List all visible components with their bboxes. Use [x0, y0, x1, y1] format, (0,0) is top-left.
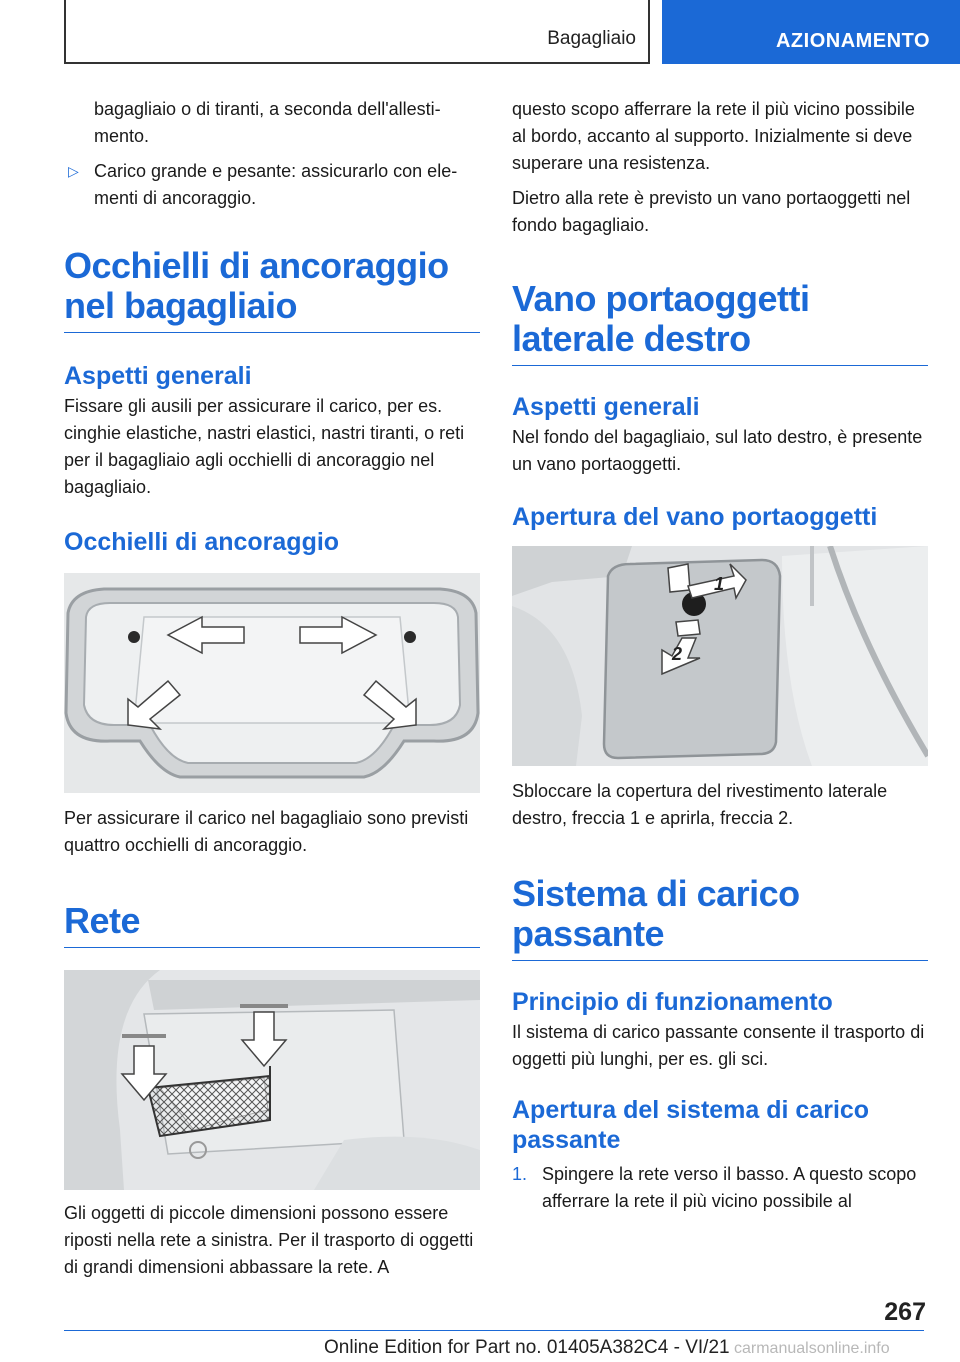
bullet-item: [64, 158, 480, 212]
subheading-principle: Principio di funzionamento: [512, 988, 833, 1016]
eyelets-illustration: [64, 573, 480, 793]
subheading-general: Aspetti generali: [64, 362, 252, 390]
subheading-eyelets: Occhielli di ancoraggio: [64, 528, 340, 556]
arrow-1-label: 1: [714, 574, 725, 594]
heading-through-loading: Sistema di carico passante: [512, 874, 928, 961]
step-1-number: 1.: [512, 1164, 528, 1184]
left-column: [64, 96, 480, 1281]
general-text: Fissare gli ausili per assicurare il carico, per es. cinghie elastiche, nastri elastici, nastri tiranti, o reti per il bagagliaio agli occhielli di ancoraggio nel bagagliaio.: [64, 396, 465, 497]
step-1: [512, 1161, 928, 1215]
right-continued-text: questo scopo afferrare la rete il più vicino possibile al bordo, accanto al supporto. Inizialmente si deve superare una resistenza.: [512, 99, 915, 173]
watermark: carmanualsonline.info: [734, 1340, 890, 1357]
triangle-bullet-icon: ▷: [68, 163, 79, 179]
footer-edition: Online Edition for Part no. 01405A382C4 - VI/21: [324, 1337, 730, 1358]
subheading-right-general: Aspetti generali: [512, 393, 700, 421]
side-compartment-text: Nel fondo del bagagliaio, sul lato destro, è presente un vano portaoggetti.: [512, 427, 923, 474]
right-column: [512, 96, 928, 1215]
eyelets-caption: Per assicurare il carico nel bagagliaio sono previsti quattro occhielli di ancoraggio.: [64, 808, 469, 855]
header-chapter-tab: [662, 0, 960, 64]
net-illustration: [64, 970, 480, 1190]
header-section-box: [64, 0, 650, 64]
opening-caption: Sbloccare la copertura del rivestimento laterale destro, freccia 1 e aprirla, freccia 2.: [512, 781, 888, 828]
continued-text: bagagliaio o di tiranti, a seconda dell'allestimento.: [94, 99, 441, 146]
heading-eyelets: Occhielli di ancoraggio nel bagagliaio: [64, 246, 480, 333]
heading-net: Rete: [64, 901, 480, 948]
arrow-2-label: 2: [672, 644, 683, 664]
header-chapter-title: AZIONAMENTO: [775, 30, 930, 52]
header-section-title: Bagagliaio: [547, 28, 636, 49]
heading-side-compartment: Vano portaoggetti laterale destro: [512, 279, 928, 366]
page-number: 267: [884, 1298, 926, 1326]
storage-text: Dietro alla rete è previsto un vano portaoggetti nel fondo bagagliaio.: [512, 188, 911, 235]
principle-text: Il sistema di carico passante consente il trasporto di oggetti più lunghi, per es. gli sci.: [512, 1022, 925, 1069]
bullet-text: Carico grande e pesante: assicurarlo con elementi di ancoraggio.: [94, 161, 458, 208]
subheading-opening: Apertura del vano portaoggetti: [512, 503, 878, 531]
compartment-illustration: [512, 546, 928, 766]
footer-divider: [64, 1330, 924, 1331]
subheading-open-through: Apertura del sistema di carico passante: [512, 1096, 870, 1154]
net-caption: Gli oggetti di piccole dimensioni possono essere riposti nella rete a sinistra. Per il trasporto di oggetti di grandi dimensioni abbassare la rete. A: [64, 1203, 474, 1277]
step-1-text: Spingere la rete verso il basso. A questo scopo afferrare la rete il più vicino possibile al: [542, 1164, 917, 1211]
